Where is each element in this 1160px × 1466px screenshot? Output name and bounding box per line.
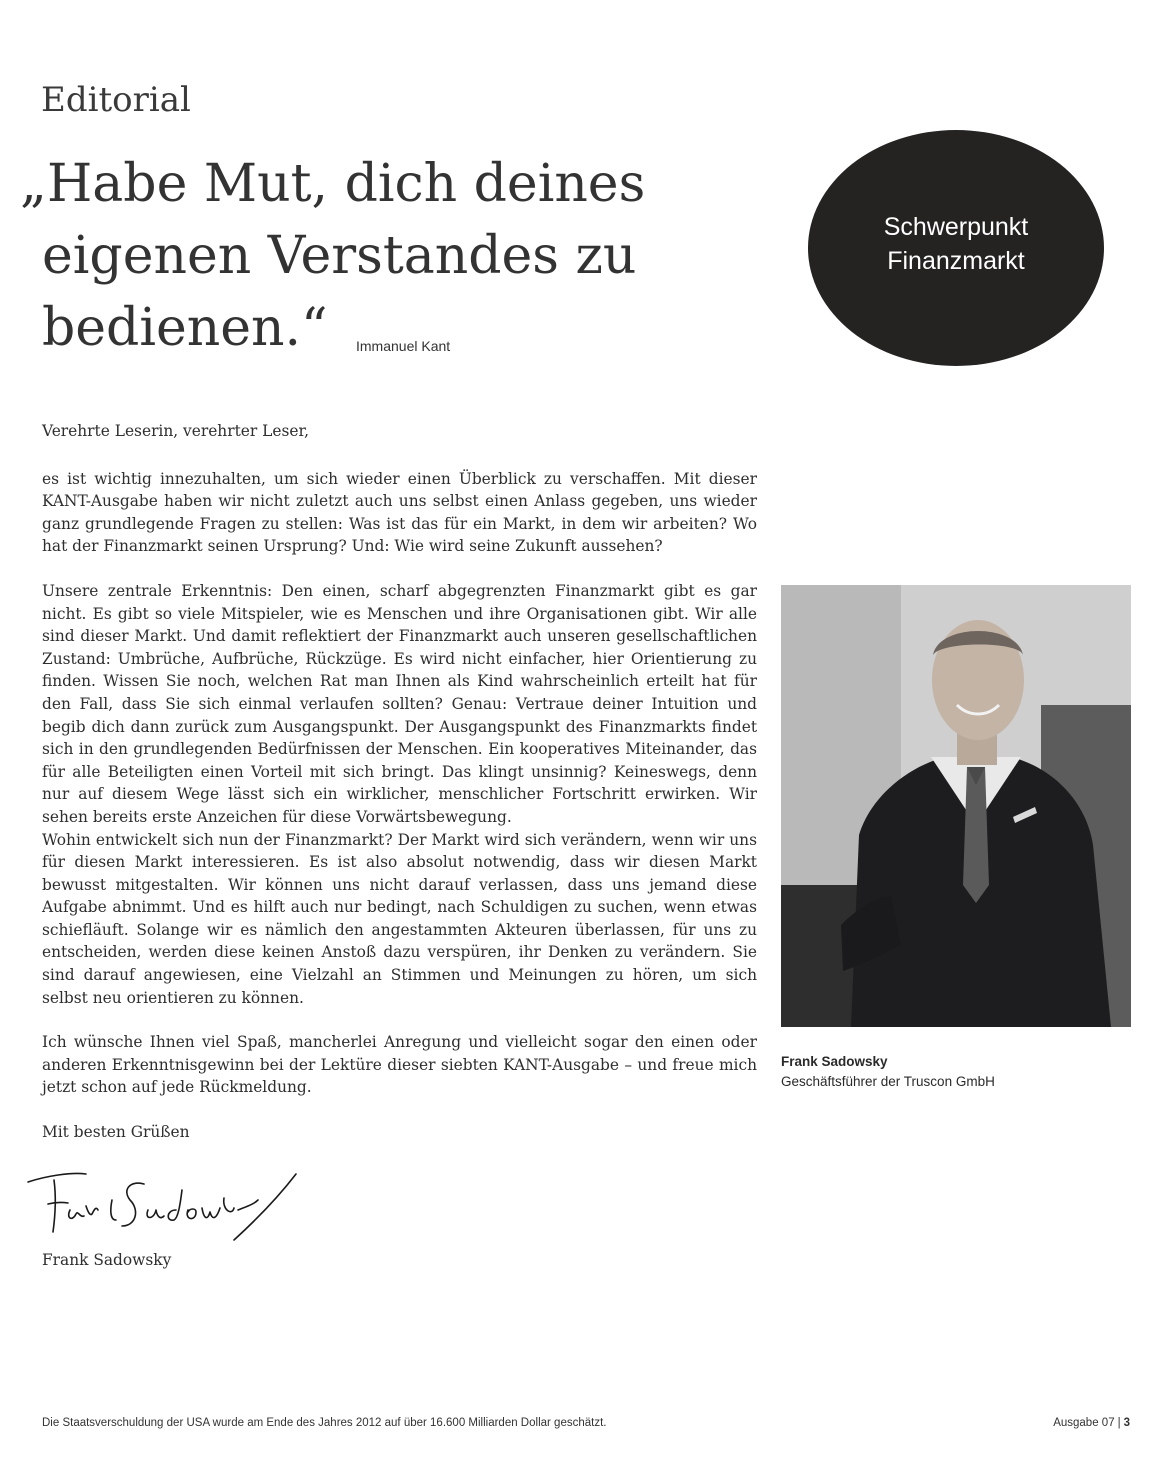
photo-caption-role: Geschäftsführer der Truscon GmbH [781, 1074, 995, 1089]
headline-quote [20, 148, 720, 364]
headline-line: eigenen Verstandes zu [42, 226, 637, 286]
letter-body [42, 420, 757, 1144]
issue-label: Ausgabe 07 [1053, 1417, 1115, 1429]
headline-line: „Habe Mut, dich deines [20, 154, 646, 214]
page-number: 3 [1123, 1417, 1130, 1429]
handwritten-signature [26, 1170, 301, 1248]
headline-line: bedienen.“ [42, 298, 328, 358]
quote-attribution: Immanuel Kant [356, 338, 451, 354]
signer-name: Frank Sadowsky [42, 1251, 172, 1269]
topic-badge-line: Finanzmarkt [887, 247, 1025, 275]
letter-paragraph: Wohin entwickelt sich nun der Finanzmarkt? Der Markt wird sich verändern, wenn wir uns für diesen Markt interessieren. Es ist also absolut notwendig, dass wir diesen Markt bewusst mitgestalten. Wir können uns nicht darauf verlassen, dass uns jemand diese Aufgabe abnimmt. Und es hilft auch nur bedingt, nach Schuldigen zu suchen, wenn etwas schiefläuft. Solange wir es nämlich den angestammten Akteuren überlassen, für uns zu entscheiden, werden diese keinen Anstoß dazu verspüren, ihr Denken zu verändern. Sie sind darauf angewiesen, eine Vielzahl an Stimmen und Meinungen zu hören, um sich selbst neu orientieren zu können. [42, 830, 757, 1007]
letter-closing: Mit besten Grüßen [42, 1123, 190, 1142]
portrait-photo [781, 585, 1131, 1027]
topic-badge-line: Schwerpunkt [883, 213, 1029, 241]
letter-paragraph: Ich wünsche Ihnen viel Spaß, mancherlei Anregung und vielleicht sogar den einen oder anderen Erkenntnisgewinn bei der Lektüre dieser siebten KANT-Ausgabe – und freue mich jetzt schon auf jede Rückmeldung. [42, 1033, 757, 1097]
letter-paragraph: Unsere zentrale Erkenntnis: Den einen, scharf abgegrenzten Finanzmarkt gibt es gar nicht. Es gibt so viele Mitspieler, wie es Menschen und ihre Organisationen gibt. Wir alle sind dieser Markt. Und damit reflektiert der Finanzmarkt auch unseren gesellschaftlichen Zustand: Umbrüche, Aufbrüche, Rückzüge. Es wird nicht einfacher, hier Orientierung zu finden. Wissen Sie noch, welchen Rat man Ihnen als Kind wahrscheinlich erteilt hat für den Fall, dass Sie sich einmal verlaufen sollten? Genau: Vertraue deiner Intuition und begib dich dann zurück zum Ausgangspunkt. Der Ausgangspunkt des Finanzmarkts findet sich in den grundlegenden Bedürfnissen der Menschen. Ein kooperatives Miteinander, das für alle Beteiligten einen Vorteil mit sich bringt. Das klingt unsinnig? Keineswegs, denn nur auf diesem Wege lässt sich ein wirklicher, menschlicher Fortschritt erwirken. Wir sehen bereits erste Anzeichen für diese Vorwärtsbewegung. [42, 581, 757, 826]
topic-badge [808, 130, 1104, 366]
letter-paragraph: es ist wichtig innezuhalten, um sich wieder einen Überblick zu verschaffen. Mit dieser KANT-Ausgabe haben wir nicht zuletzt auch uns selbst einen Anlass gegeben, uns wieder ganz grundlegende Fragen zu stellen: Was ist das für ein Markt, in dem wir arbeiten? Wo hat der Finanzmarkt seinen Ursprung? Und: Wie wird seine Zukunft aussehen? [42, 469, 757, 556]
editorial-kicker: Editorial [41, 80, 191, 120]
photo-caption [781, 1052, 995, 1092]
footer-fact: Die Staatsverschuldung der USA wurde am Ende des Jahres 2012 auf über 16.600 Milliarden Dollar geschätzt. [42, 1417, 607, 1429]
page-separator: | [1117, 1417, 1121, 1429]
footer-page-info [1053, 1417, 1130, 1429]
letter-salutation: Verehrte Leserin, verehrter Leser, [42, 422, 310, 440]
photo-caption-name: Frank Sadowsky [781, 1054, 888, 1069]
